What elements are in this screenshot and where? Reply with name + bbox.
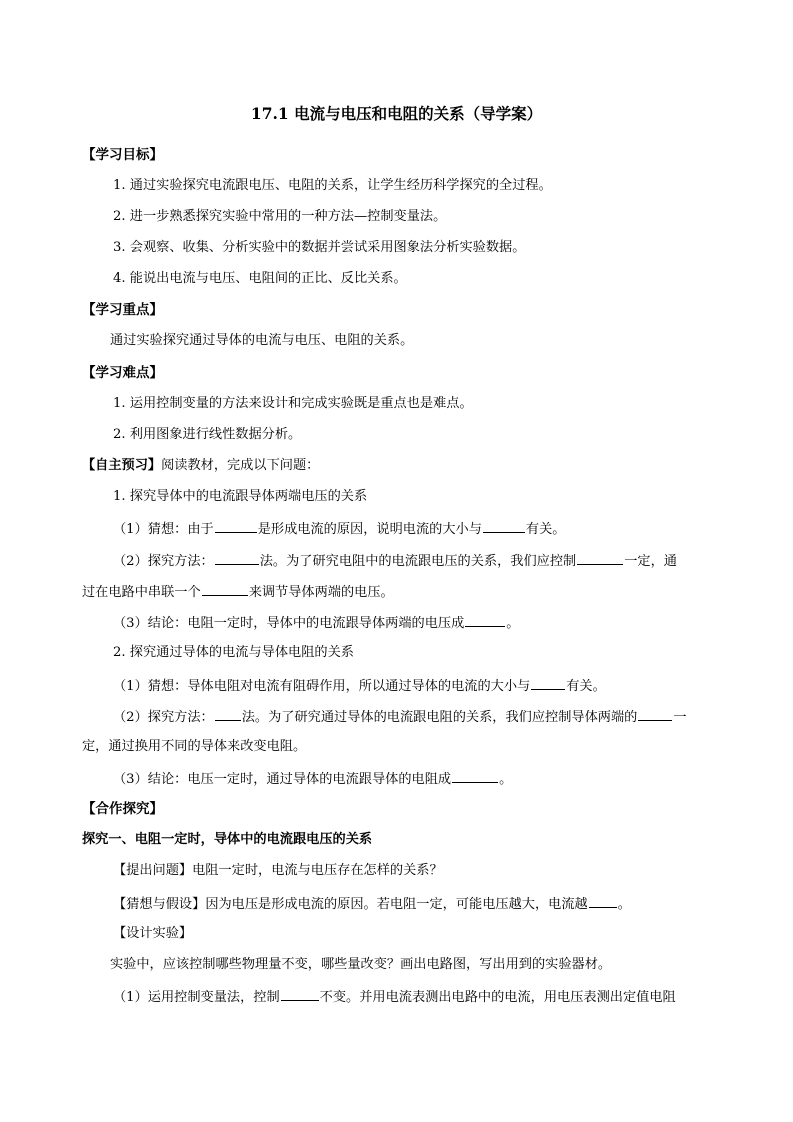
coop-heading: 【合作探究】: [82, 801, 163, 817]
key-text: 通过实验探究通过导体的电流与电压、电阻的关系。: [110, 333, 414, 348]
difficulty-item-1: 1. 运用控制变量的方法来设计和完成实验既是重点也是难点。: [113, 396, 473, 411]
preview-q1-method-cont: 过在电路中串联一个 来调节导体两端的电压。: [82, 582, 394, 602]
answer-blank[interactable]: [281, 987, 319, 1001]
coop-ask: 【提出问题】电阻一定时，电流与电压存在怎样的关系？: [113, 863, 443, 878]
preview-heading: 【自主预习】: [82, 458, 162, 473]
answer-blank[interactable]: [531, 676, 565, 690]
coop-subheading: 探究一、电阻一定时，导体中的电流跟电压的关系: [82, 832, 373, 847]
objectives-heading: 【学习目标】: [82, 147, 163, 163]
objective-item-4: 4. 能说出电流与电压、电阻间的正比、反比关系。: [113, 271, 407, 286]
preview-q2-method: （2）探究方法： 法。为了研究通过导体的电流跟电阻的关系，我们应控制导体两端的 一: [113, 707, 687, 727]
answer-blank[interactable]: [577, 551, 623, 565]
preview-q2-guess: （1）猜想：导体电阻对电流有阻碍作用，所以通过导体的电流的大小与 有关。: [113, 676, 606, 696]
answer-blank[interactable]: [202, 582, 248, 596]
answer-blank[interactable]: [215, 551, 259, 565]
preview-q2-conclusion: （3）结论：电压一定时，通过导体的电流跟导体的电阻成 。: [113, 769, 512, 789]
objective-item-3: 3. 会观察、收集、分析实验中的数据并尝试采用图象法分析实验数据。: [113, 240, 526, 255]
objective-item-2: 2. 进一步熟悉探究实验中常用的一种方法—控制变量法。: [113, 209, 447, 224]
answer-blank[interactable]: [465, 613, 505, 627]
answer-blank[interactable]: [215, 707, 241, 721]
preview-q2-method-cont: 定，通过换用不同的导体来改变电阻。: [82, 739, 307, 754]
answer-blank[interactable]: [215, 519, 257, 533]
answer-blank[interactable]: [638, 707, 672, 721]
preview-question-2: 2. 探究通过导体的电流与导体电阻的关系: [113, 645, 354, 660]
objective-item-1: 1. 通过实验探究电流跟电压、电阻的关系，让学生经历科学探究的全过程。: [113, 178, 552, 193]
difficulty-item-2: 2. 利用图象进行线性数据分析。: [113, 427, 302, 442]
coop-step-1: （1）运用控制变量法，控制 不变。并用电流表测出电路中的电流，用电压表测出定值电阻: [113, 987, 676, 1007]
preview-q1-conclusion: （3）结论：电阻一定时，导体中的电流跟导体两端的电压成 。: [113, 613, 519, 633]
coop-design-heading: 【设计实验】: [113, 926, 193, 941]
answer-blank[interactable]: [589, 894, 617, 908]
coop-guess: 【猜想与假设】因为电压是形成电流的原因。若电阻一定，可能电压越大，电流越 。: [113, 894, 631, 914]
preview-intro: 阅读教材，完成以下问题：: [161, 458, 320, 473]
preview-line: [82, 457, 319, 475]
page-title: 17.1 电流与电压和电阻的关系（导学案）: [250, 104, 543, 123]
answer-blank[interactable]: [483, 519, 525, 533]
key-heading: 【学习重点】: [82, 302, 163, 318]
answer-blank[interactable]: [452, 769, 498, 783]
difficulty-heading: 【学习难点】: [82, 365, 163, 381]
preview-q1-method: （2）探究方法： 法。为了研究电阻中的电流跟电压的关系，我们应控制 一定，通: [113, 551, 677, 571]
preview-question-1: 1. 探究导体中的电流跟导体两端电压的关系: [113, 489, 368, 504]
coop-design-text: 实验中，应该控制哪些物理量不变，哪些量改变？画出电路图，写出用到的实验器材。: [110, 957, 612, 972]
preview-q1-guess: （1）猜想：由于 是形成电流的原因，说明电流的大小与 有关。: [113, 519, 565, 539]
